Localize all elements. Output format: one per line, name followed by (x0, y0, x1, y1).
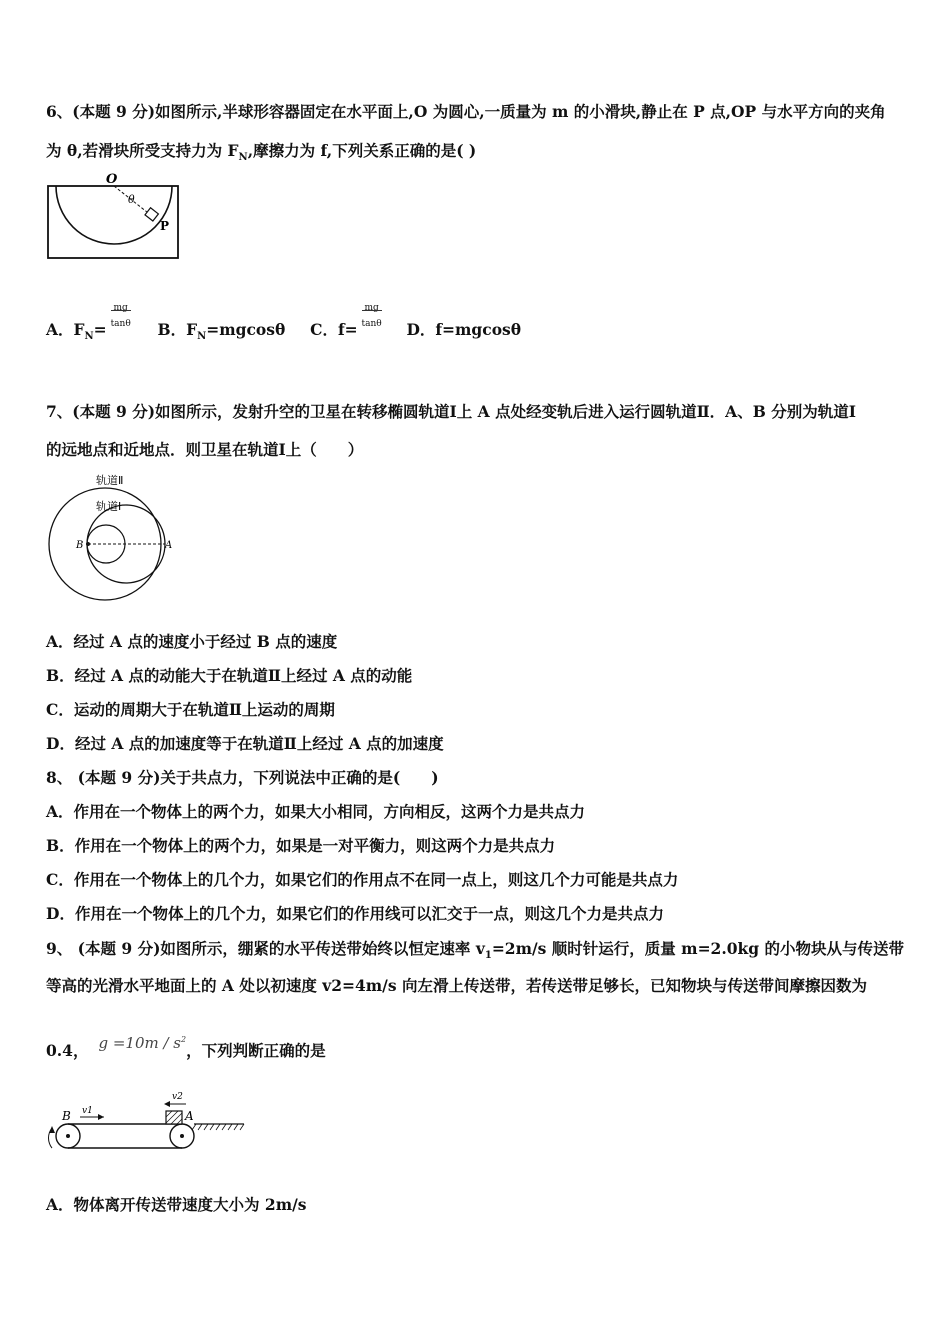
q6-label-p: P (160, 219, 170, 233)
q9-label-a: A (185, 1109, 194, 1123)
q6-option-a[interactable] (46, 303, 135, 343)
q9-label-v2: v2 (172, 1092, 183, 1102)
q9-line-3-start: 0.4， (46, 1041, 89, 1060)
q8-option-d[interactable]: D．作用在一个物体上的几个力，如果它们的作用线可以汇交于一点，则这几个力是共点力 (46, 904, 664, 923)
q6-frac-c-den: tanθ (361, 319, 382, 329)
q7-option-d[interactable]: D．经过 A 点的加速度等于在轨道Ⅱ上经过 A 点的加速度 (46, 734, 444, 753)
q6-label-theta: θ (128, 193, 135, 206)
q9-formula-text: g =10m / s (98, 1034, 182, 1052)
q9-line-1-sub: 1 (484, 950, 492, 962)
q9-v1-arrowhead (98, 1114, 104, 1120)
q6-options (46, 303, 522, 347)
q9-line-3-end: ，下列判断正确的是 (186, 1041, 326, 1060)
q7-line-1: 7、(本题 9 分)如图所示，发射升空的卫星在转移椭圆轨道Ⅰ上 A 点处经变轨后进入运行圆轨道Ⅱ．A、B 分别为轨道Ⅰ (46, 402, 856, 421)
q6-option-a-label: A．F (46, 320, 85, 339)
q9-line-2: 等高的光滑水平地面上的 A 处以初速度 v2=4m/s 向左滑上传送带，若传送带足够长，已知物块与传送带间摩擦因数为 (46, 976, 867, 995)
q6-option-b-sub: N (197, 331, 207, 343)
q7-label-b: B (76, 540, 84, 551)
q9-formula-sup: 2 (181, 1035, 187, 1044)
q9-ground-hatch (192, 1124, 244, 1130)
q7-option-a[interactable]: A．经过 A 点的速度小于经过 B 点的速度 (46, 632, 338, 651)
q6-line-1: 6、(本题 9 分)如图所示,半球形容器固定在水平面上,O 为圆心,一质量为 m 的小滑块,静止在 P 点,OP 与水平方向的夹角 (46, 102, 886, 121)
q6-option-d[interactable]: D．f=mgcosθ (406, 320, 522, 339)
q7-option-c[interactable]: C．运动的周期大于在轨道Ⅱ上运动的周期 (46, 700, 335, 719)
q6-option-c[interactable] (310, 303, 386, 339)
q7-line-2: 的远地点和近地点．则卫星在轨道Ⅰ上（ ） (46, 440, 364, 459)
q9-block (166, 1111, 182, 1124)
q6-frac-a-num: mg (113, 303, 128, 313)
q9-line-1 (46, 939, 904, 966)
q7-label-orbit-2: 轨道Ⅱ (96, 474, 124, 487)
q6-frac-a-den: tanθ (110, 319, 131, 329)
q6-hemisphere-figure (44, 170, 184, 265)
q6-option-b-rest: =mgcosθ (206, 320, 286, 339)
q6-option-c-fraction (358, 303, 386, 346)
q6-label-o: O (106, 172, 118, 187)
q9-v2-arrowhead (164, 1101, 170, 1107)
q9-line-1-a: 9、 (本题 9 分)如图所示，绷紧的水平传送带始终以恒定速率 v (46, 939, 485, 958)
q8-option-b[interactable]: B．作用在一个物体上的两个力，如果是一对平衡力，则这两个力是共点力 (46, 836, 556, 855)
q9-conveyor-figure (44, 1086, 254, 1156)
q8-option-a[interactable]: A．作用在一个物体上的两个力，如果大小相同，方向相反，这两个力是共点力 (46, 802, 586, 821)
q9-formula (98, 1034, 186, 1052)
q6-line-2-end: ,摩擦力为 f,下列关系正确的是( ) (247, 141, 477, 160)
q9-left-axle (66, 1134, 70, 1138)
q8-option-c[interactable]: C．作用在一个物体上的几个力，如果它们的作用点不在同一点上，则这几个力可能是共点力 (46, 870, 679, 889)
q9-line-3 (46, 1034, 326, 1061)
q9-label-b: B (62, 1109, 71, 1123)
q6-option-c-label: C．f= (310, 320, 358, 339)
q9-option-a[interactable]: A．物体离开传送带速度大小为 2m/s (46, 1195, 307, 1214)
q6-line-2-text: 为 θ,若滑块所受支持力为 F (46, 141, 239, 160)
q9-rotation-arrowhead (49, 1126, 55, 1133)
q6-option-a-eq: = (93, 320, 107, 339)
q6-option-b-label: B．F (157, 320, 198, 339)
q6-line-2 (46, 141, 476, 168)
q9-right-axle (180, 1134, 184, 1138)
q9-line-1-b: =2m/s 顺时针运行，质量 m=2.0kg 的小物块从与传送带 (491, 939, 904, 958)
q7-label-a: A (165, 540, 173, 551)
q9-label-v1: v1 (82, 1106, 93, 1116)
q7-option-b[interactable]: B．经过 A 点的动能大于在轨道Ⅱ上经过 A 点的动能 (46, 666, 413, 685)
q7-orbit-figure (46, 472, 173, 600)
q6-option-a-sub: N (84, 331, 94, 343)
q6-line-2-sub: N (238, 152, 248, 164)
q7-label-orbit-1: 轨道Ⅰ (96, 500, 122, 513)
q6-option-a-fraction (107, 303, 135, 346)
q7-point-b (86, 542, 90, 546)
q8-line-1: 8、 (本题 9 分)关于共点力，下列说法中正确的是( ) (46, 768, 439, 787)
q6-slider-block (145, 208, 158, 221)
q6-frac-c-num: mg (364, 303, 379, 313)
q6-option-b[interactable] (157, 320, 286, 343)
